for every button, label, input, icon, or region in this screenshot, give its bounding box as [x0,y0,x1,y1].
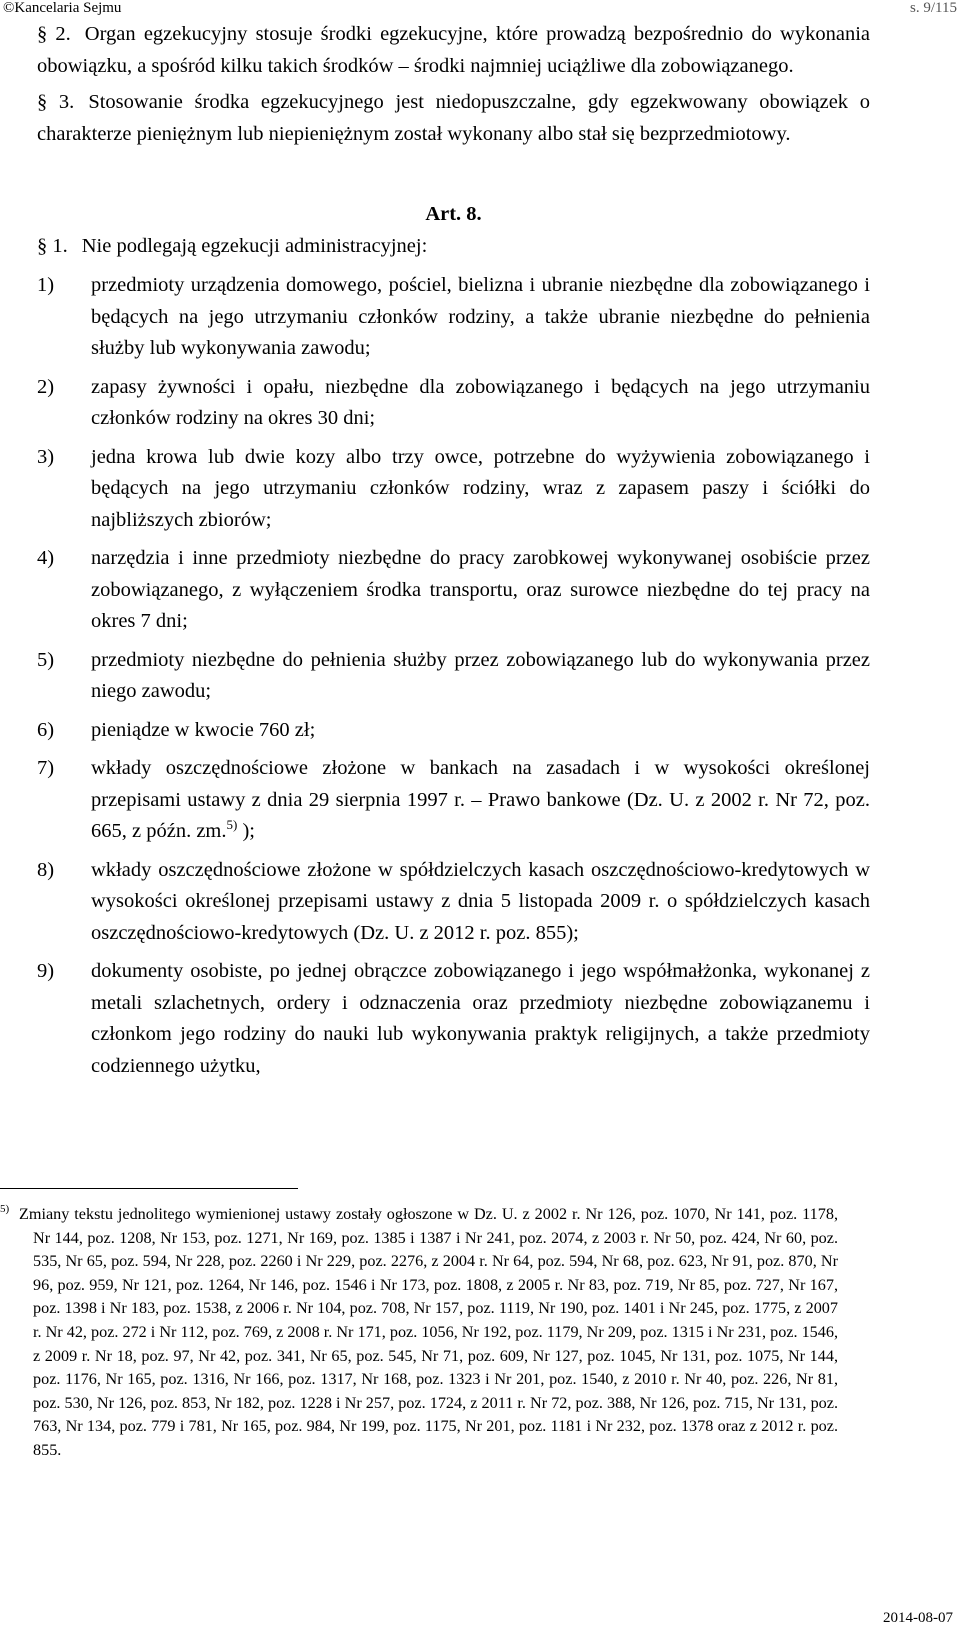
section-mark: § 2. [37,23,71,45]
footnote-divider [0,1188,298,1189]
item-number: 6) [37,718,55,741]
list-item [37,715,870,747]
item-text: narzędzia i inne przedmioty niezbędne do pracy zarobkowej wykonywanej osobiście przez zobowiązanego, z wyłączeniem środka transportu, oraz surowce niezbędne do tej pracy na okres 7 dni; [91,547,870,632]
item-text: jedna krowa lub dwie kozy albo trzy owce, potrzebne do wyżywienia zobowiązanego i będących na jego utrzymaniu członków rodziny, wraz z zapasem paszy i ściółki do najbliższych zbiorów; [91,445,870,531]
section-mark: § 1. [37,234,68,257]
section-mark: § 3. [37,91,75,113]
item-number: 3) [37,445,55,468]
footnote-text: Zmiany tekstu jednolitego wymienionej ustawy zostały ogłoszone w Dz. U. z 2002 r. Nr 126, poz. 1070, Nr 141, poz. 1178, Nr 144, poz. 1208, Nr 153, poz. 1271, Nr 169, poz. 1385 i 1387 i Nr 241, poz. 2074, z 2003 r. Nr 50, poz. 424, Nr 60, poz. 535, Nr 65, poz. 594, Nr 228, poz. 2260 i Nr 229, poz. 2276, z 2004 r. Nr 64, poz. 594, Nr 68, poz. 623, Nr 91, poz. 870, Nr 96, poz. 959, Nr 121, poz. 1264, Nr 146, poz. 1546 i Nr 173, poz. 1808, z 2005 r. Nr 83, poz. 719, Nr 85, poz. 727, Nr 167, poz. 1398 i Nr 183, poz. 1538, z 2006 r. Nr 104, poz. 708, Nr 157, poz. 1119, Nr 190, poz. 1401 i Nr 245, poz. 1775, z 2007 r. Nr 42, poz. 272 i Nr 112, poz. 769, z 2008 r. Nr 171, poz. 1056, Nr 192, poz. 1179, Nr 209, poz. 1315 i Nr 231, poz. 1546, z 2009 r. Nr 18, poz. 97, Nr 42, poz. 341, Nr 65, poz. 545, Nr 71, poz. 609, Nr 127, poz. 1045, Nr 131, poz. 1075, Nr 144, poz. 1176, Nr 165, poz. 1316, Nr 166, poz. 1317, Nr 168, poz. 1323 i Nr 201, poz. 1540, z 2010 r. Nr 40, poz. 226, Nr 81, poz. 530, Nr 126, poz. 853, Nr 182, poz. 1228 i Nr 257, poz. 1724, z 2011 r. Nr 72, poz. 388, Nr 126, poz. 715, Nr 131, poz. 763, Nr 134, poz. 779 i 781, Nr 165, poz. 984, Nr 199, poz. 1175, Nr 201, poz. 1181 i Nr 232, poz. 1378 oraz z 2012 r. poz. 855. [19,1205,838,1459]
paragraph-text: Organ egzekucyjny stosuje środki egzekucyjne, które prowadzą bezpośrednio do wykonania obowiązku, a spośród kilku takich środków – środki najmniej uciążliwe dla zobowiązanego. [37,23,870,77]
item-text: pieniądze w kwocie 760 zł; [91,718,316,741]
list-item [37,645,870,708]
list-item [37,956,870,1082]
list-item [37,372,870,435]
item-text: wkłady oszczędnościowe złożone w spółdzielczych kasach oszczędnościowo-kredytowych w wysokości określonej przepisami ustawy z dnia 5 listopada 2009 r. o spółdzielczych kasach oszczędnościowo-kredytowych (Dz. U. z 2012 r. poz. 855); [91,858,870,944]
list-item [37,753,870,848]
item-text-end: ); [237,820,255,842]
item-number: 9) [37,960,55,982]
item-number: 1) [37,274,55,296]
item-text: wkłady oszczędnościowe złożone w bankach na zasadach i w wysokości określonej przepisami ustawy z dnia 29 sierpnia 1997 r. – Prawo bankowe (Dz. U. z 2002 r. Nr 72, poz. 665, z późn. zm. [91,757,870,842]
page-number: s. 9/115 [910,0,957,16]
lead-text: Nie podlegają egzekucji administracyjnej: [81,234,428,257]
item-number: 5) [37,648,55,671]
list-item [37,543,870,638]
document-body [37,19,870,1089]
item-number: 2) [37,375,55,398]
footnote [0,1203,838,1463]
footer-date: 2014-08-07 [883,1610,953,1626]
item-text: przedmioty niezbędne do pełnienia służby przez zobowiązanego lub do wykonywania przez niego zawodu; [91,648,870,702]
item-number: 8) [37,858,55,881]
item-number: 7) [37,757,55,779]
paragraph-2 [37,19,870,82]
footnote-mark: 5) [0,1203,10,1215]
footnote-reference[interactable]: 5) [226,817,238,833]
item-text: dokumenty osobiste, po jednej obrączce zobowiązanego i jego współmałżonka, wykonanej z metali szlachetnych, ordery i odznaczenia oraz przedmioty niezbędne zobowiązanemu i członkom jego rodziny do nauki lub wykonywania praktyk religijnych, a także przedmioty codziennego użytku, [91,960,870,1077]
item-number: 4) [37,547,55,569]
item-text: zapasy żywności i opału, niezbędne dla zobowiązanego i będących na jego utrzymaniu członków rodziny na okres 30 dni; [91,375,870,429]
copyright-label: ©Kancelaria Sejmu [3,0,122,16]
list-item [37,442,870,537]
paragraph-3 [37,87,870,150]
article-title: Art. 8. [425,203,482,225]
article-lead [37,231,870,263]
paragraph-text: Stosowanie środka egzekucyjnego jest niedopuszczalne, gdy egzekwowany obowiązek o charakterze pieniężnym lub niepieniężnym został wykonany albo stał się bezprzedmiotowy. [37,91,870,145]
list-item [37,855,870,950]
item-text: przedmioty urządzenia domowego, pościel, bielizna i ubranie niezbędne dla zobowiązanego i będących na jego utrzymaniu członków rodziny, a także ubranie niezbędne do pełnienia służby lub wykonywania zawodu; [91,274,870,359]
exemption-list [37,270,870,1082]
list-item [37,270,870,365]
